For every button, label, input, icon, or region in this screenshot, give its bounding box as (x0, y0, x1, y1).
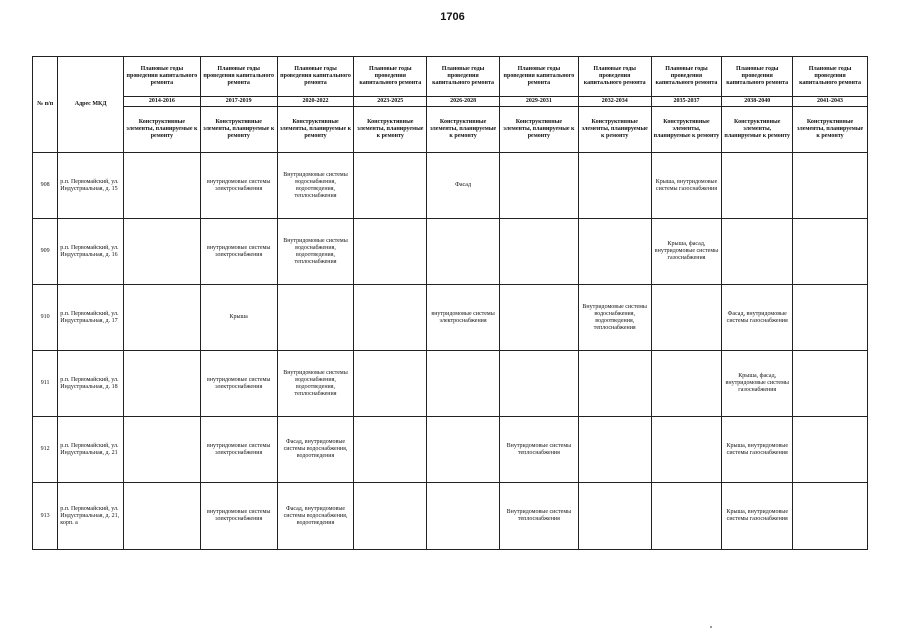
planned-years-header: Плановые годы проведения капитального ремонта (578, 57, 651, 97)
table-cell: внутридомовые системы электроснабжения (200, 483, 277, 550)
table-cell (354, 219, 427, 285)
table-cell (277, 285, 354, 351)
table-row (33, 285, 868, 351)
table-cell (123, 351, 200, 417)
header-row-titles (33, 57, 868, 97)
header-row-periods (33, 97, 868, 107)
table-cell (499, 219, 578, 285)
table-cell (354, 483, 427, 550)
row-number: 910 (33, 285, 58, 351)
table-cell (123, 153, 200, 219)
table-row (33, 219, 868, 285)
table-cell (354, 285, 427, 351)
table-cell (123, 417, 200, 483)
table-cell (499, 351, 578, 417)
table-cell (354, 417, 427, 483)
table-cell (427, 417, 500, 483)
table-cell (123, 219, 200, 285)
row-number: 908 (33, 153, 58, 219)
table-row (33, 153, 868, 219)
table-cell (123, 483, 200, 550)
row-address: р.п. Первомайский, ул. Индустриальная, д. 21, корп. а (58, 483, 124, 550)
table-cell (123, 285, 200, 351)
table-cell: Крыша (200, 285, 277, 351)
elements-header: Конструктивные элементы, планируемые к ремонту (200, 107, 277, 153)
table-cell: внутридомовые системы электроснабжения (200, 153, 277, 219)
table-cell (499, 153, 578, 219)
table-cell (651, 417, 722, 483)
period-header: 2020-2022 (277, 97, 354, 107)
table-cell (793, 219, 868, 285)
elements-header: Конструктивные элементы, планируемые к ремонту (651, 107, 722, 153)
elements-header: Конструктивные элементы, планируемые к ремонту (793, 107, 868, 153)
table-cell (651, 351, 722, 417)
elements-header: Конструктивные элементы, планируемые к ремонту (578, 107, 651, 153)
table-cell (651, 483, 722, 550)
header-row-elements (33, 107, 868, 153)
table-cell (578, 219, 651, 285)
planned-years-header: Плановые годы проведения капитального ремонта (200, 57, 277, 97)
table-cell (578, 417, 651, 483)
table-cell: внутридомовые системы электроснабжения (200, 219, 277, 285)
table-cell: Фасад, внутридомовые системы газоснабжения (722, 285, 793, 351)
table-cell (578, 351, 651, 417)
planned-years-header: Плановые годы проведения капитального ремонта (354, 57, 427, 97)
table-row (33, 351, 868, 417)
table-cell: Фасад, внутридомовые системы водоснабжения, водоотведения (277, 483, 354, 550)
table-cell (499, 285, 578, 351)
row-address: р.п. Первомайский, ул. Индустриальная, д. 15 (58, 153, 124, 219)
row-number: 909 (33, 219, 58, 285)
row-address: р.п. Первомайский, ул. Индустриальная, д. 16 (58, 219, 124, 285)
planned-years-header: Плановые годы проведения капитального ремонта (123, 57, 200, 97)
table-cell (722, 219, 793, 285)
table-cell: Фасад, внутридомовые системы водоснабжения, водоотведения (277, 417, 354, 483)
table-cell: Крыша, внутридомовые системы газоснабжения (651, 153, 722, 219)
planned-years-header: Плановые годы проведения капитального ремонта (793, 57, 868, 97)
table-cell (354, 153, 427, 219)
row-number: 912 (33, 417, 58, 483)
row-number: 913 (33, 483, 58, 550)
table-cell: Внутридомовые системы водоснабжения, водоотведения, теплоснабжения (578, 285, 651, 351)
elements-header: Конструктивные элементы, планируемые к ремонту (427, 107, 500, 153)
planned-years-header: Плановые годы проведения капитального ремонта (722, 57, 793, 97)
table-cell (793, 153, 868, 219)
planned-years-header: Плановые годы проведения капитального ремонта (499, 57, 578, 97)
table-row (33, 483, 868, 550)
elements-header: Конструктивные элементы, планируемые к ремонту (722, 107, 793, 153)
row-address: р.п. Первомайский, ул. Индустриальная, д. 17 (58, 285, 124, 351)
page-number: 1706 (440, 11, 465, 23)
period-header: 2023-2025 (354, 97, 427, 107)
table-cell: Крыша, фасад, внутридомовые системы газоснабжения (651, 219, 722, 285)
planned-years-header: Плановые годы проведения капитального ремонта (651, 57, 722, 97)
elements-header: Конструктивные элементы, планируемые к ремонту (499, 107, 578, 153)
table-cell (578, 153, 651, 219)
period-header: 2041-2043 (793, 97, 868, 107)
period-header: 2026-2028 (427, 97, 500, 107)
table-cell (793, 351, 868, 417)
period-header: 2029-2031 (499, 97, 578, 107)
table-cell: Крыша, внутридомовые системы газоснабжения (722, 483, 793, 550)
table-cell: Крыша, фасад, внутридомовые системы газоснабжения (722, 351, 793, 417)
elements-header: Конструктивные элементы, планируемые к ремонту (354, 107, 427, 153)
table-cell (427, 483, 500, 550)
elements-header: Конструктивные элементы, планируемые к ремонту (277, 107, 354, 153)
table-cell: Фасад (427, 153, 500, 219)
table-cell: внутридомовые системы электроснабжения (427, 285, 500, 351)
table-cell (354, 351, 427, 417)
repair-schedule-table (32, 56, 868, 550)
num-header: № п/п (33, 57, 58, 153)
table-cell: внутридомовые системы электроснабжения (200, 417, 277, 483)
period-header: 2038-2040 (722, 97, 793, 107)
address-header: Адрес МКД (58, 57, 124, 153)
elements-header: Конструктивные элементы, планируемые к ремонту (123, 107, 200, 153)
planned-years-header: Плановые годы проведения капитального ремонта (427, 57, 500, 97)
table-cell (651, 285, 722, 351)
table-cell: Внутридомовые системы водоснабжения, водоотведения, теплоснабжения (277, 153, 354, 219)
row-address: р.п. Первомайский, ул. Индустриальная, д. 21 (58, 417, 124, 483)
table-cell (722, 153, 793, 219)
table-row (33, 417, 868, 483)
table-cell (427, 351, 500, 417)
period-header: 2032-2034 (578, 97, 651, 107)
planned-years-header: Плановые годы проведения капитального ремонта (277, 57, 354, 97)
period-header: 2017-2019 (200, 97, 277, 107)
period-header: 2014-2016 (123, 97, 200, 107)
table-cell (427, 219, 500, 285)
table-cell (793, 285, 868, 351)
scan-speck (710, 626, 712, 628)
table-cell: Внутридомовые системы водоснабжения, водоотведения, теплоснабжения (277, 351, 354, 417)
table-cell: Внутридомовые системы теплоснабжения (499, 417, 578, 483)
table-cell: Внутридомовые системы теплоснабжения (499, 483, 578, 550)
table-cell (578, 483, 651, 550)
table-cell: внутридомовые системы электроснабжения (200, 351, 277, 417)
period-header: 2035-2037 (651, 97, 722, 107)
row-address: р.п. Первомайский, ул. Индустриальная, д. 18 (58, 351, 124, 417)
table-cell: Внутридомовые системы водоснабжения, водоотведения, теплоснабжения (277, 219, 354, 285)
table-cell (793, 417, 868, 483)
table-cell: Крыша, внутридомовые системы газоснабжения (722, 417, 793, 483)
table-cell (793, 483, 868, 550)
row-number: 911 (33, 351, 58, 417)
